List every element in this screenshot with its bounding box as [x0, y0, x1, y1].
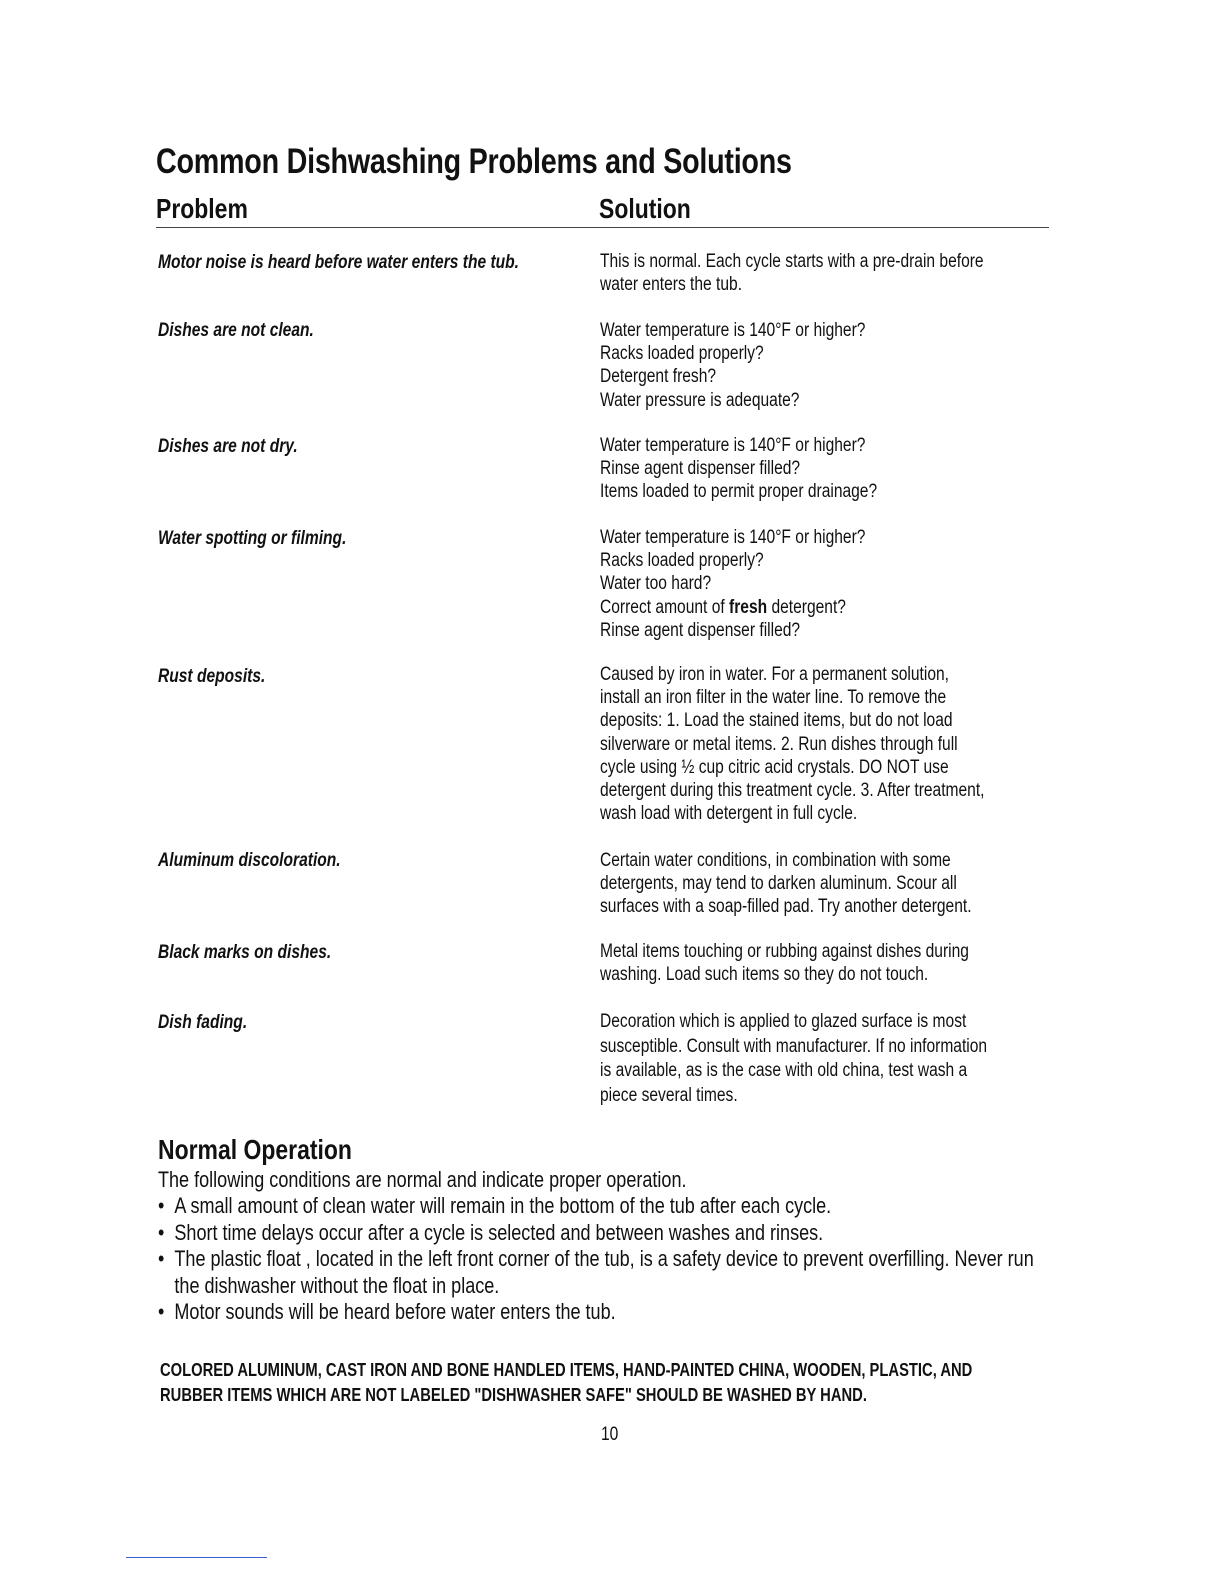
list-item — [158, 1299, 1034, 1326]
solution-line: wash load with detergent in full cycle. — [600, 803, 858, 825]
solution-line: Metal items touching or rubbing against dishes during — [600, 941, 969, 962]
solution-line: Rinse agent dispenser filled? — [600, 458, 801, 480]
solution-black-marks — [600, 940, 969, 986]
solution-motor-noise — [600, 250, 984, 296]
solution-line: Items loaded to permit proper drainage? — [600, 481, 878, 503]
solution-line: Racks loaded properly? — [600, 550, 764, 572]
solution-rust-deposits — [600, 663, 985, 825]
solution-line: is available, as is the case with old china, test wash a — [600, 1060, 968, 1081]
solution-line: piece several times. — [600, 1084, 738, 1106]
solution-line: surfaces with a soap-filled pad. Try another detergent. — [600, 896, 972, 918]
list-item-text: A small amount of clean water will remain in the bottom of the tub after each cycle. — [174, 1193, 832, 1218]
normal-operation-list — [158, 1193, 1034, 1326]
problem-motor-noise: Motor noise is heard before water enters the tub. — [158, 252, 520, 273]
problem-black-marks: Black marks on dishes. — [158, 942, 332, 963]
solution-line: Water temperature is 140°F or higher? — [600, 320, 866, 341]
solution-line: deposits: 1. Load the stained items, but do not load — [600, 710, 953, 732]
solution-line: Rinse agent dispenser filled? — [600, 619, 801, 641]
solution-aluminum-discoloration — [600, 849, 972, 919]
solution-dish-fading — [600, 1010, 987, 1108]
bullet-glyph: • — [158, 1219, 165, 1245]
normal-operation-intro: The following conditions are normal and indicate proper operation. — [158, 1167, 687, 1192]
list-item-text: the dishwasher without the float in place. — [174, 1272, 500, 1298]
list-item — [158, 1220, 1034, 1247]
solution-line: Water too hard? — [600, 573, 712, 595]
solution-line: install an iron filter in the water line. To remove the — [600, 687, 947, 709]
problem-water-spotting: Water spotting or filming. — [158, 528, 347, 549]
problem-dishes-not-dry: Dishes are not dry. — [158, 436, 298, 457]
problem-aluminum-discoloration: Aluminum discoloration. — [158, 850, 341, 871]
solution-line: Water temperature is 140°F or higher? — [600, 435, 866, 456]
solution-line: detergents, may tend to darken aluminum. Scour all — [600, 873, 957, 895]
solution-line: Caused by iron in water. For a permanent solution, — [600, 664, 950, 685]
solution-line: Certain water conditions, in combination with some — [600, 850, 951, 871]
solution-line: cycle using ½ cup citric acid crystals. DO NOT use — [600, 756, 949, 778]
solution-line: This is normal. Each cycle starts with a pre-drain before — [600, 251, 984, 272]
bullet-glyph: • — [158, 1299, 165, 1324]
list-item — [158, 1246, 1034, 1299]
header-divider — [156, 227, 1049, 228]
page-title: Common Dishwashing Problems and Solutions — [156, 142, 792, 181]
list-item — [158, 1193, 1034, 1220]
normal-operation-title: Normal Operation — [158, 1134, 352, 1165]
list-item-text: Short time delays occur after a cycle is selected and between washes and rinses. — [174, 1219, 824, 1245]
solution-line: Decoration which is applied to glazed surface is most — [600, 1011, 967, 1032]
page-number: 10 — [601, 1424, 619, 1445]
list-item-text: The plastic float , located in the left front corner of the tub, is a safety device to prevent overfilling. Never run — [174, 1246, 1034, 1271]
warning-line: RUBBER ITEMS WHICH ARE NOT LABELED "DISHWASHER SAFE" SHOULD BE WASHED BY HAND. — [160, 1385, 867, 1405]
footnote-divider — [126, 1557, 267, 1558]
solution-line: water enters the tub. — [600, 274, 743, 296]
solution-column-header: Solution — [599, 193, 691, 224]
bullet-glyph: • — [158, 1193, 165, 1218]
solution-line: Water pressure is adequate? — [600, 389, 800, 411]
solution-line: detergent during this treatment cycle. 3. After treatment, — [600, 780, 985, 802]
solution-dishes-not-dry — [600, 434, 877, 504]
problem-rust-deposits: Rust deposits. — [158, 666, 266, 687]
emphasis-text: fresh — [729, 596, 768, 618]
warning-line: COLORED ALUMINUM, CAST IRON AND BONE HANDLED ITEMS, HAND-PAINTED CHINA, WOODEN, PLASTIC, AND — [160, 1360, 973, 1380]
solution-line: washing. Load such items so they do not touch. — [600, 964, 929, 986]
solution-line: susceptible. Consult with manufacturer. If no information — [600, 1035, 988, 1057]
problem-dishes-not-clean: Dishes are not clean. — [158, 320, 314, 341]
problem-column-header: Problem — [156, 193, 248, 224]
solution-water-spotting — [600, 526, 865, 642]
list-item-text: Motor sounds will be heard before water enters the tub. — [174, 1299, 616, 1324]
solution-line: silverware or metal items. 2. Run dishes through full — [600, 733, 958, 755]
solution-line: Detergent fresh? — [600, 366, 717, 388]
bullet-glyph: • — [158, 1246, 165, 1271]
solution-dishes-not-clean — [600, 319, 865, 412]
problem-dish-fading: Dish fading. — [158, 1012, 248, 1033]
solution-line: Water temperature is 140°F or higher? — [600, 527, 866, 548]
hand-wash-warning — [160, 1358, 972, 1408]
solution-line: Racks loaded properly? — [600, 343, 764, 365]
solution-line: Correct amount of fresh detergent? — [600, 596, 846, 618]
